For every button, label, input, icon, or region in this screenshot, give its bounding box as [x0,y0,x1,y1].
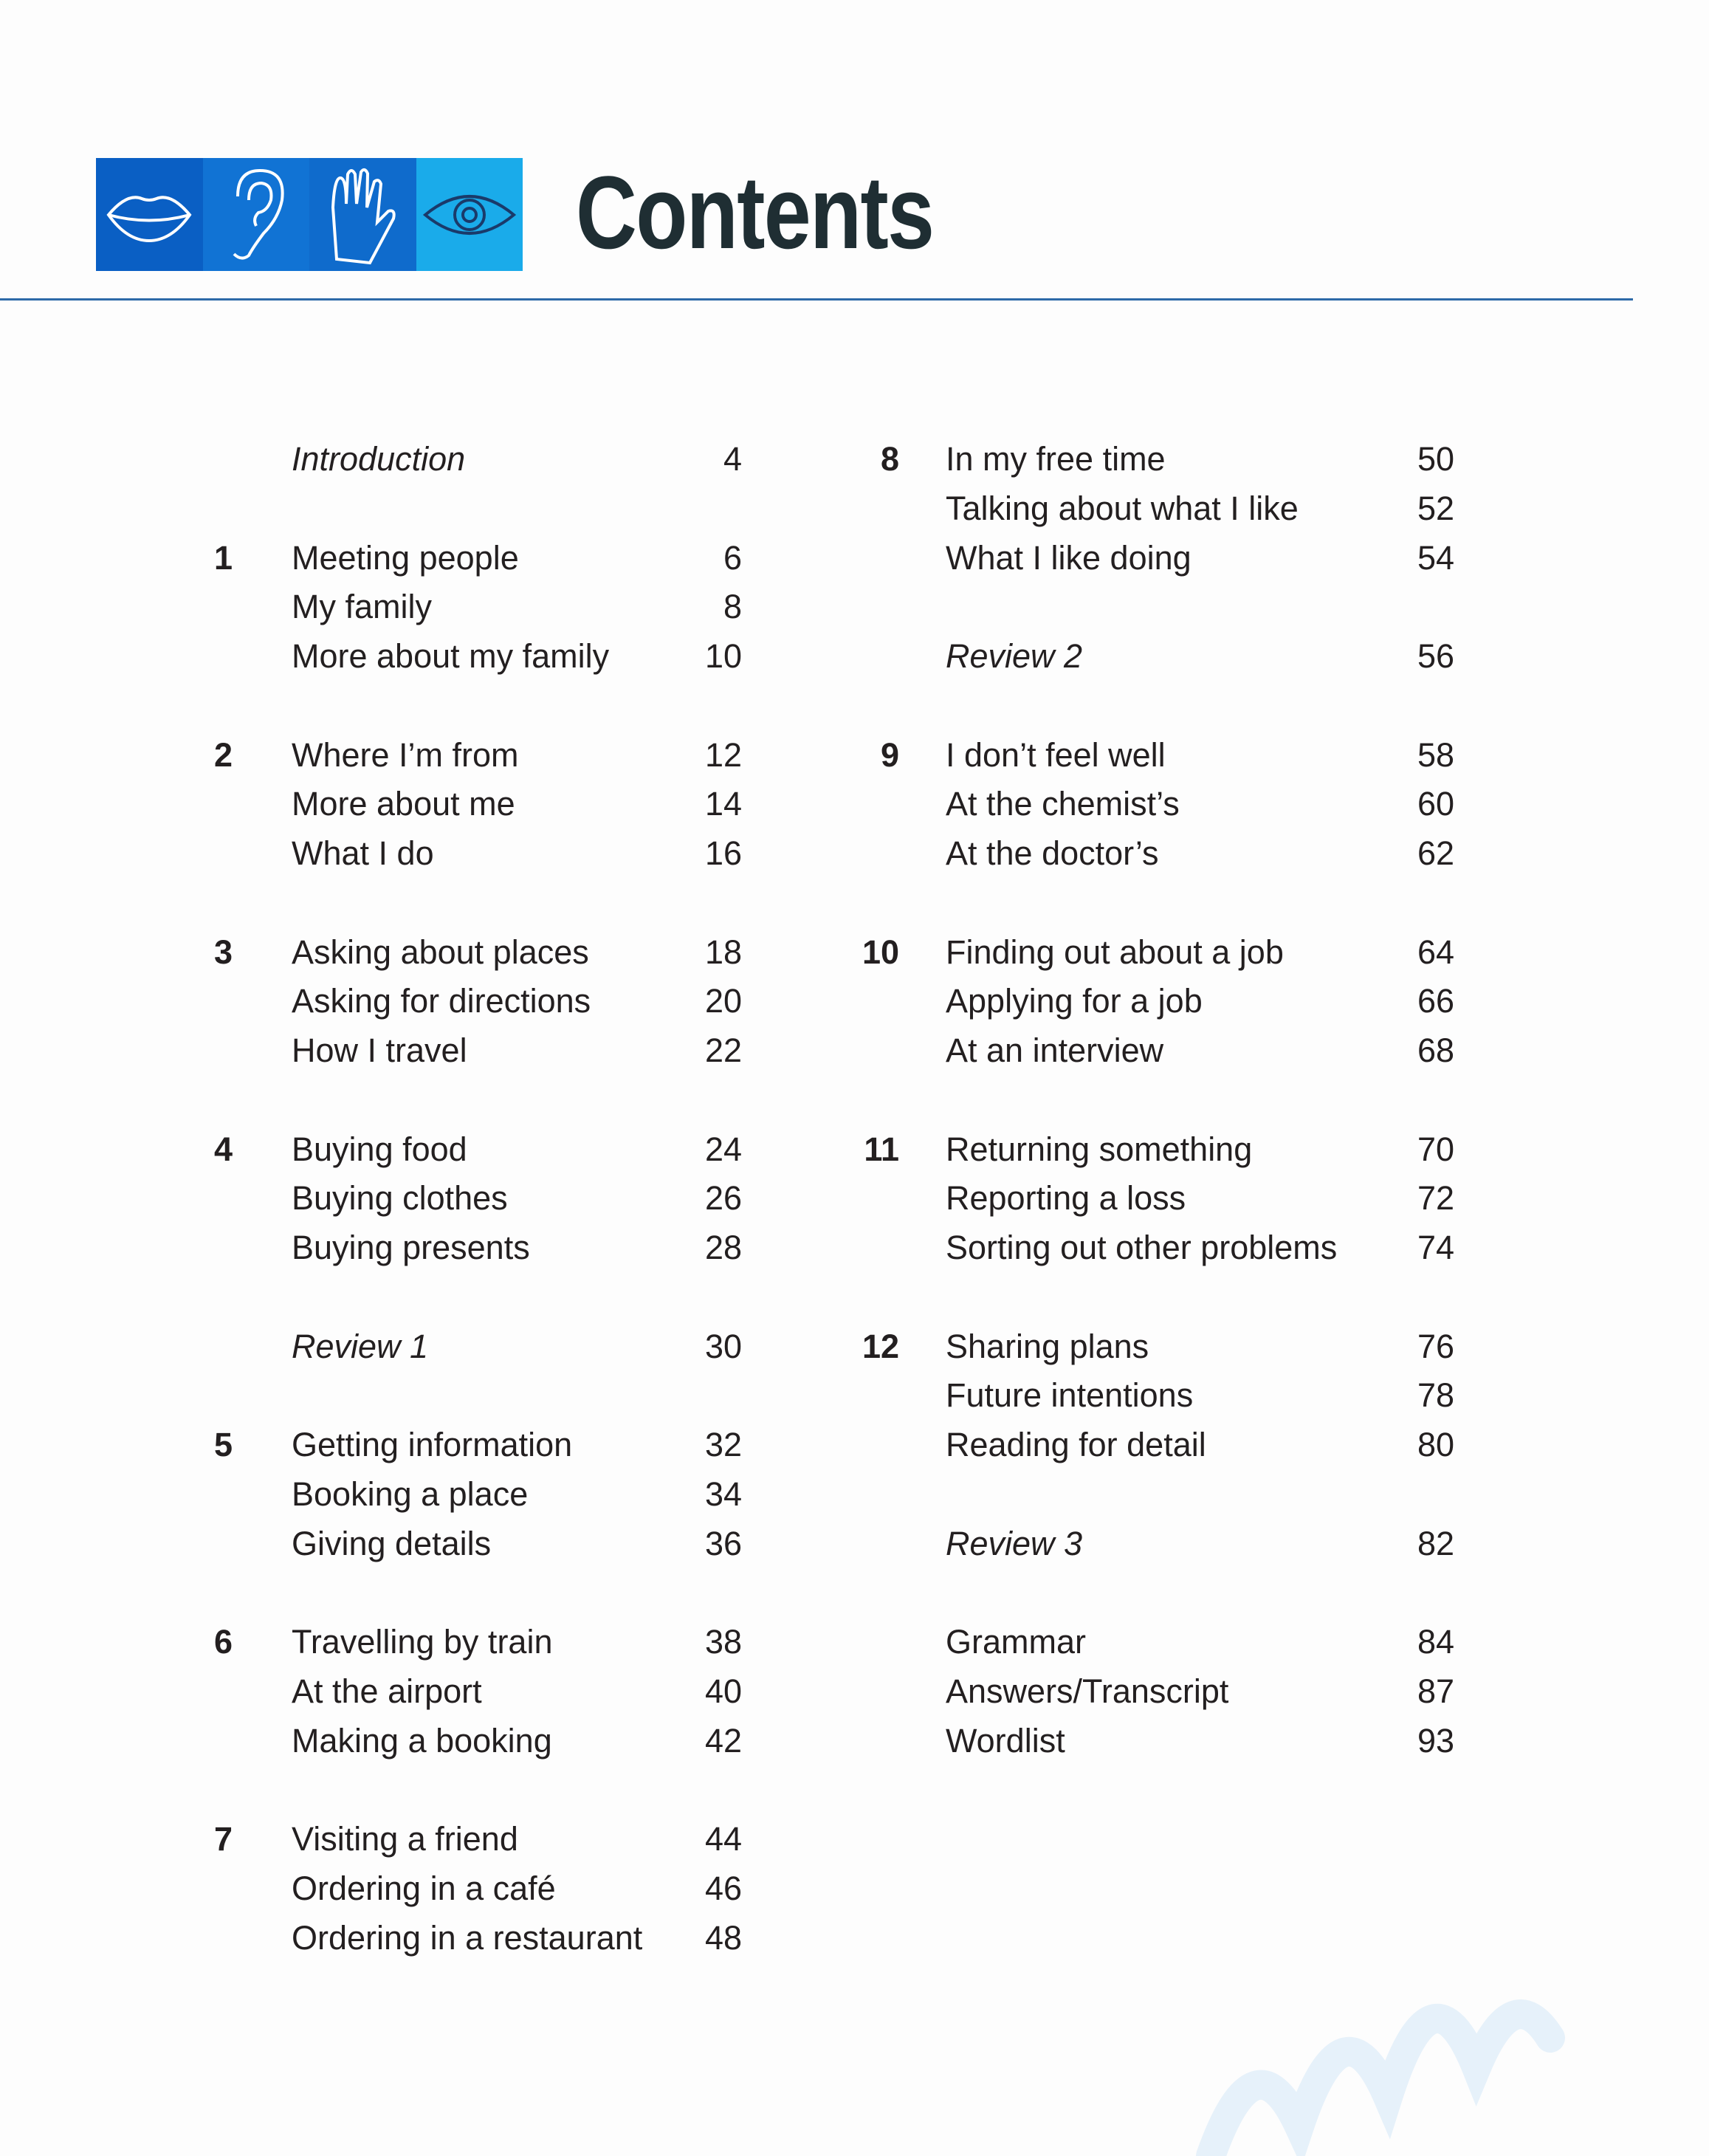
page-number: 8 [723,588,742,626]
entry-title: Grammar [946,1623,1086,1661]
entry-title: My family [292,588,432,626]
page-number: 42 [704,1721,742,1760]
entry-title: At the doctor’s [946,834,1159,872]
page-number: 4 [723,440,742,478]
entry-title: Returning something [946,1130,1253,1168]
entry-title: Making a booking [292,1721,552,1760]
page-number: 16 [704,834,742,872]
page-number: 30 [704,1327,742,1365]
entry-title: Buying presents [292,1229,530,1266]
page-number: 20 [704,982,742,1020]
entry-title: Applying for a job [946,982,1203,1020]
entry-title: Travelling by train [292,1623,553,1661]
page-number: 78 [1417,1376,1454,1415]
entry-title: Talking about what I like [946,489,1299,527]
page-number: 36 [704,1524,742,1562]
entry-title: Sharing plans [946,1327,1149,1365]
entry-title: At the airport [292,1672,482,1710]
entry-title: At an interview [946,1031,1164,1069]
page-number: 68 [1417,1031,1454,1069]
entry-title: At the chemist’s [946,785,1180,823]
entry-title: Getting information [292,1426,573,1463]
page-number: 6 [723,538,742,577]
entry-title: Asking about places [292,933,589,971]
entry-title: Reading for detail [946,1426,1206,1463]
entry-title: Review 3 [946,1524,1083,1562]
unit-number: 1 [214,538,233,577]
page-number: 26 [704,1179,742,1218]
page-number: 58 [1417,735,1454,774]
entry-title: Visiting a friend [292,1820,518,1858]
entry-title: Review 2 [946,637,1083,675]
entry-title: Asking for directions [292,982,591,1020]
page-number: 12 [704,735,742,774]
header-divider [0,298,1633,301]
page-number: 38 [704,1623,742,1661]
entry-title: What I like doing [946,538,1192,577]
page-number: 18 [704,933,742,971]
unit-number: 6 [214,1623,233,1661]
entry-title: In my free time [946,440,1166,478]
page-number: 14 [704,785,742,823]
entry-title: I don’t feel well [946,735,1166,774]
entry-title: Review 1 [292,1327,429,1365]
entry-title: Buying food [292,1130,467,1168]
unit-number: 7 [214,1820,233,1858]
page-number: 56 [1417,637,1454,675]
entry-title: Future intentions [946,1376,1194,1415]
page-number: 76 [1417,1327,1454,1365]
entry-title: Reporting a loss [946,1179,1186,1218]
page-number: 50 [1417,440,1454,478]
eye-icon [416,158,523,271]
entry-title: More about me [292,785,515,823]
unit-number: 10 [862,933,899,971]
page-number: 44 [704,1820,742,1858]
entry-title: Where I’m from [292,735,519,774]
entry-title: Ordering in a restaurant [292,1918,643,1957]
entry-title: Giving details [292,1524,492,1562]
page-number: 34 [704,1474,742,1513]
unit-number: 11 [864,1130,899,1168]
page-number: 28 [704,1229,742,1266]
page-number: 22 [704,1031,742,1069]
entry-title: How I travel [292,1031,467,1069]
entry-title: Ordering in a café [292,1869,556,1907]
entry-title: More about my family [292,637,610,675]
page-number: 54 [1417,538,1454,577]
page-number: 64 [1417,933,1454,971]
page-number: 70 [1417,1130,1454,1168]
page-number: 84 [1417,1623,1454,1661]
unit-number: 5 [214,1426,233,1463]
decorative-watermark [1166,1846,1709,2156]
page-number: 40 [704,1672,742,1710]
page-number: 93 [1417,1721,1454,1760]
page-number: 48 [704,1918,742,1957]
page-number: 87 [1417,1672,1454,1710]
page-title: Contents [576,154,934,270]
page-number: 60 [1417,785,1454,823]
entry-title: Finding out about a job [946,933,1284,971]
page-number: 62 [1417,834,1454,872]
page-number: 10 [704,637,742,675]
hand-icon [309,158,416,271]
entry-title: Wordlist [946,1721,1065,1760]
entry-title: Booking a place [292,1474,529,1513]
page-number: 32 [704,1426,742,1463]
skills-icon-banner [96,158,523,271]
page-number: 46 [704,1869,742,1907]
entry-title: Meeting people [292,538,519,577]
page-number: 72 [1417,1179,1454,1218]
unit-number: 3 [214,933,233,971]
page-number: 66 [1417,982,1454,1020]
unit-number: 2 [214,735,233,774]
page-number: 52 [1417,489,1454,527]
page-number: 82 [1417,1524,1454,1562]
ear-icon [203,158,310,271]
entry-title: Introduction [292,440,466,478]
page-number: 74 [1417,1229,1454,1266]
entry-title: Answers/Transcript [946,1672,1229,1710]
unit-number: 4 [214,1130,233,1168]
entry-title: Buying clothes [292,1179,508,1218]
entry-title: What I do [292,834,434,872]
lips-icon [96,158,203,271]
entry-title: Sorting out other problems [946,1229,1338,1266]
page-number: 24 [704,1130,742,1168]
unit-number: 9 [880,735,899,774]
page-number: 80 [1417,1426,1454,1463]
unit-number: 12 [862,1327,899,1365]
unit-number: 8 [880,440,899,478]
